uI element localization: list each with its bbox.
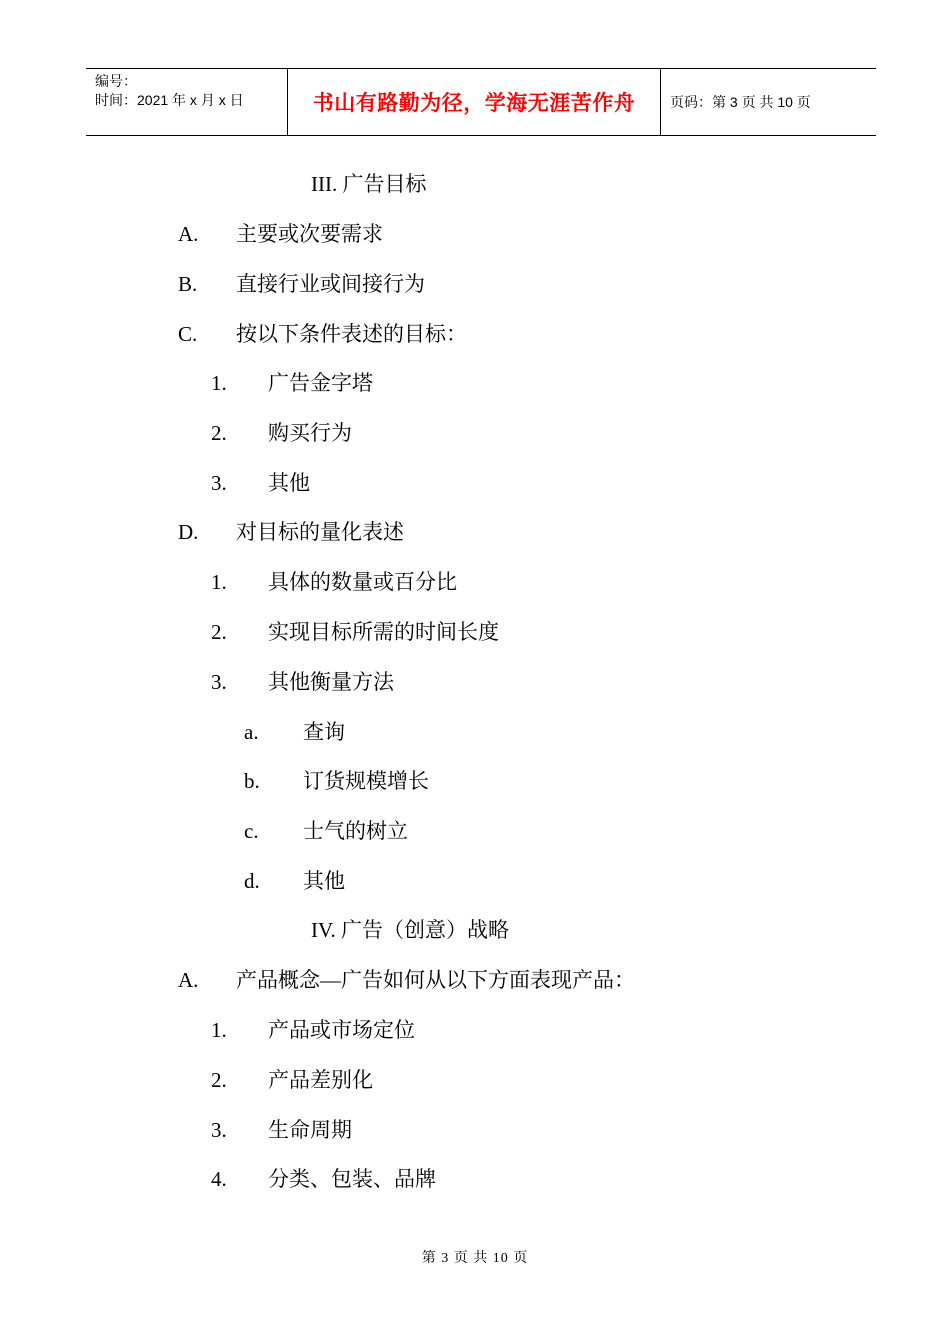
header-motto: 书山有路勤为径，学海无涯苦作舟 <box>288 69 661 135</box>
outline-item: 查询 <box>303 720 345 744</box>
outline-item: 产品概念—广告如何从以下方面表现产品： <box>236 968 635 992</box>
outline-marker: a. <box>244 720 259 744</box>
outline-marker: c. <box>244 819 259 843</box>
header-number-label: 编号： <box>95 73 137 89</box>
outline-marker: 1. <box>211 1018 227 1042</box>
header-page-info: 页码：第 3 页 共 10 页 <box>670 94 811 110</box>
outline-marker: 2. <box>211 620 227 644</box>
outline-marker: D. <box>178 520 199 544</box>
outline-marker: 4. <box>211 1167 227 1191</box>
outline-item: 其他衡量方法 <box>268 670 394 694</box>
outline-item: 广告金字塔 <box>268 371 373 395</box>
header-meta-cell <box>86 69 288 135</box>
outline-marker: 3. <box>211 670 227 694</box>
outline-marker: B. <box>178 272 198 296</box>
section-title-creative-strategy: IV. 广告（创意）战略 <box>311 918 509 942</box>
outline-marker: 3. <box>211 1118 227 1142</box>
outline-marker: 1. <box>211 371 227 395</box>
outline-item: 具体的数量或百分比 <box>268 570 457 594</box>
outline-item: 其他 <box>268 471 310 495</box>
outline-marker: 2. <box>211 1068 227 1092</box>
header-time-label: 时间：2021 年 x 月 x 日 <box>95 92 244 108</box>
outline-item: 生命周期 <box>268 1118 352 1142</box>
outline-item: 直接行业或间接行为 <box>236 272 425 296</box>
outline-marker: 1. <box>211 570 227 594</box>
outline-item: 其他 <box>303 869 345 893</box>
outline-marker: A. <box>178 968 199 992</box>
outline-item: 士气的树立 <box>303 819 408 843</box>
outline-item: 对目标的量化表述 <box>236 520 404 544</box>
outline-marker: A. <box>178 222 199 246</box>
outline-item: 主要或次要需求 <box>236 222 383 246</box>
outline-item: 分类、包装、品牌 <box>268 1167 436 1191</box>
outline-item: 按以下条件表述的目标： <box>236 322 467 346</box>
outline-item: 产品或市场定位 <box>268 1018 415 1042</box>
outline-marker: C. <box>178 322 198 346</box>
section-title-objectives: III. 广告目标 <box>311 172 427 196</box>
outline-item: 购买行为 <box>268 421 352 445</box>
outline-item: 产品差别化 <box>268 1068 373 1092</box>
outline-marker: 3. <box>211 471 227 495</box>
page-footer: 第 3 页 共 10 页 <box>421 1251 529 1266</box>
outline-item: 实现目标所需的时间长度 <box>268 620 499 644</box>
outline-marker: b. <box>244 769 260 793</box>
outline-marker: 2. <box>211 421 227 445</box>
page-header <box>86 68 876 136</box>
outline-marker: d. <box>244 869 260 893</box>
outline-item: 订货规模增长 <box>303 769 429 793</box>
